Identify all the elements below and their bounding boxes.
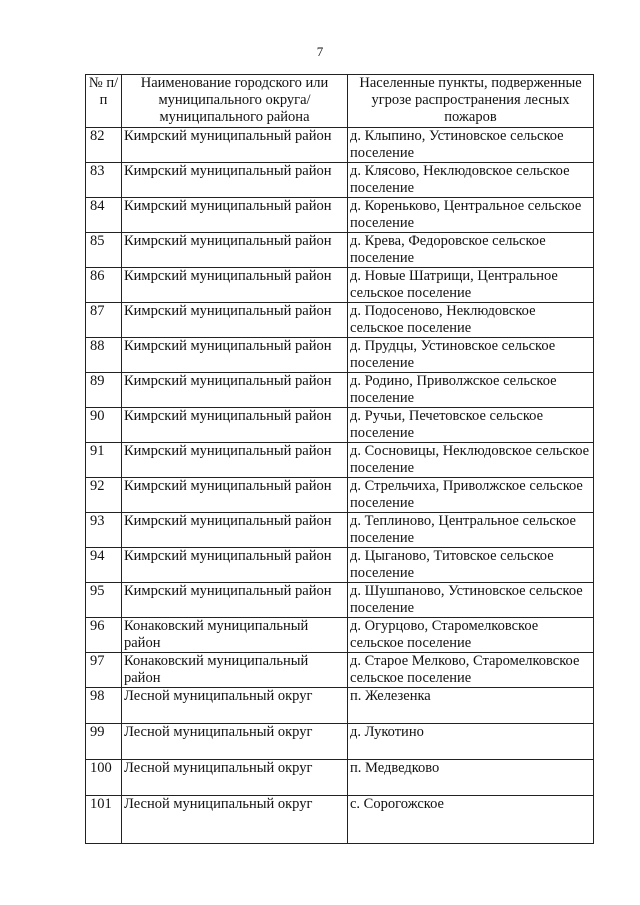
cell-num: 91: [86, 443, 122, 478]
cell-settlement: д. Кореньково, Центральное сельское поселение: [348, 198, 594, 233]
table-row: [86, 796, 594, 844]
header-district: Наименование городского или муниципального округа/муниципального района: [122, 75, 348, 128]
cell-settlement: д. Цыганово, Титовское сельское поселение: [348, 548, 594, 583]
cell-settlement: д. Теплиново, Центральное сельское поселение: [348, 513, 594, 548]
cell-num: 94: [86, 548, 122, 583]
cell-district: Кимрский муниципальный район: [122, 233, 348, 268]
cell-num: 101: [86, 796, 122, 844]
cell-settlement: д. Шушпаново, Устиновское сельское поселение: [348, 583, 594, 618]
table-row: [86, 478, 594, 513]
cell-num: 83: [86, 163, 122, 198]
cell-settlement: д. Огурцово, Старомелковское сельское поселение: [348, 618, 594, 653]
cell-num: 82: [86, 128, 122, 163]
cell-district: Кимрский муниципальный район: [122, 478, 348, 513]
cell-district: Кимрский муниципальный район: [122, 443, 348, 478]
table-row: [86, 583, 594, 618]
cell-district: Лесной муниципальный округ: [122, 724, 348, 760]
cell-settlement: д. Прудцы, Устиновское сельское поселение: [348, 338, 594, 373]
cell-district: Лесной муниципальный округ: [122, 760, 348, 796]
cell-num: 93: [86, 513, 122, 548]
page-number: 7: [316, 44, 324, 59]
cell-num: 95: [86, 583, 122, 618]
cell-num: 97: [86, 653, 122, 688]
cell-district: Конаковский муниципальный район: [122, 653, 348, 688]
table-body: [86, 128, 594, 844]
cell-settlement: с. Сорогожское: [348, 796, 594, 844]
table-row: [86, 128, 594, 163]
table-row: [86, 724, 594, 760]
cell-district: Кимрский муниципальный район: [122, 163, 348, 198]
cell-num: 98: [86, 688, 122, 724]
table-row: [86, 268, 594, 303]
table-row: [86, 198, 594, 233]
cell-num: 88: [86, 338, 122, 373]
cell-district: Лесной муниципальный округ: [122, 688, 348, 724]
cell-district: Кимрский муниципальный район: [122, 583, 348, 618]
table-row: [86, 513, 594, 548]
cell-settlement: д. Старое Мелково, Старомелковское сельское поселение: [348, 653, 594, 688]
cell-settlement: д. Родино, Приволжское сельское поселение: [348, 373, 594, 408]
header-settlements: Населенные пункты, подверженные угрозе распространения лесных пожаров: [348, 75, 594, 128]
cell-settlement: д. Стрельчиха, Приволжское сельское поселение: [348, 478, 594, 513]
cell-num: 84: [86, 198, 122, 233]
cell-district: Кимрский муниципальный район: [122, 408, 348, 443]
header-num: № п/п: [86, 75, 122, 128]
table-row: [86, 373, 594, 408]
cell-settlement: д. Новые Шатрищи, Центральное сельское поселение: [348, 268, 594, 303]
cell-num: 87: [86, 303, 122, 338]
cell-num: 99: [86, 724, 122, 760]
table-row: [86, 338, 594, 373]
cell-num: 89: [86, 373, 122, 408]
cell-settlement: д. Крева, Федоровское сельское поселение: [348, 233, 594, 268]
cell-district: Кимрский муниципальный район: [122, 373, 348, 408]
cell-settlement: д. Сосновицы, Неклюдовское сельское поселение: [348, 443, 594, 478]
table-row: [86, 618, 594, 653]
table-row: [86, 233, 594, 268]
table-row: [86, 303, 594, 338]
cell-settlement: п. Железенка: [348, 688, 594, 724]
cell-district: Конаковский муниципальный район: [122, 618, 348, 653]
table-row: [86, 408, 594, 443]
cell-district: Кимрский муниципальный район: [122, 198, 348, 233]
cell-settlement: п. Медведково: [348, 760, 594, 796]
cell-district: Кимрский муниципальный район: [122, 268, 348, 303]
table-row: [86, 548, 594, 583]
cell-settlement: д. Ручьи, Печетовское сельское поселение: [348, 408, 594, 443]
cell-district: Кимрский муниципальный район: [122, 128, 348, 163]
cell-district: Кимрский муниципальный район: [122, 303, 348, 338]
settlements-table: [85, 74, 594, 844]
cell-district: Кимрский муниципальный район: [122, 338, 348, 373]
cell-settlement: д. Лукотино: [348, 724, 594, 760]
cell-district: Кимрский муниципальный район: [122, 548, 348, 583]
cell-settlement: д. Клыпино, Устиновское сельское поселение: [348, 128, 594, 163]
table-header-row: [86, 75, 594, 128]
cell-district: Лесной муниципальный округ: [122, 796, 348, 844]
table-row: [86, 443, 594, 478]
cell-num: 86: [86, 268, 122, 303]
cell-num: 100: [86, 760, 122, 796]
cell-num: 85: [86, 233, 122, 268]
cell-district: Кимрский муниципальный район: [122, 513, 348, 548]
cell-num: 90: [86, 408, 122, 443]
table-row: [86, 688, 594, 724]
table-row: [86, 163, 594, 198]
cell-settlement: д. Клясово, Неклюдовское сельское поселение: [348, 163, 594, 198]
cell-num: 96: [86, 618, 122, 653]
cell-settlement: д. Подосеново, Неклюдовское сельское поселение: [348, 303, 594, 338]
table-row: [86, 760, 594, 796]
table-row: [86, 653, 594, 688]
cell-num: 92: [86, 478, 122, 513]
